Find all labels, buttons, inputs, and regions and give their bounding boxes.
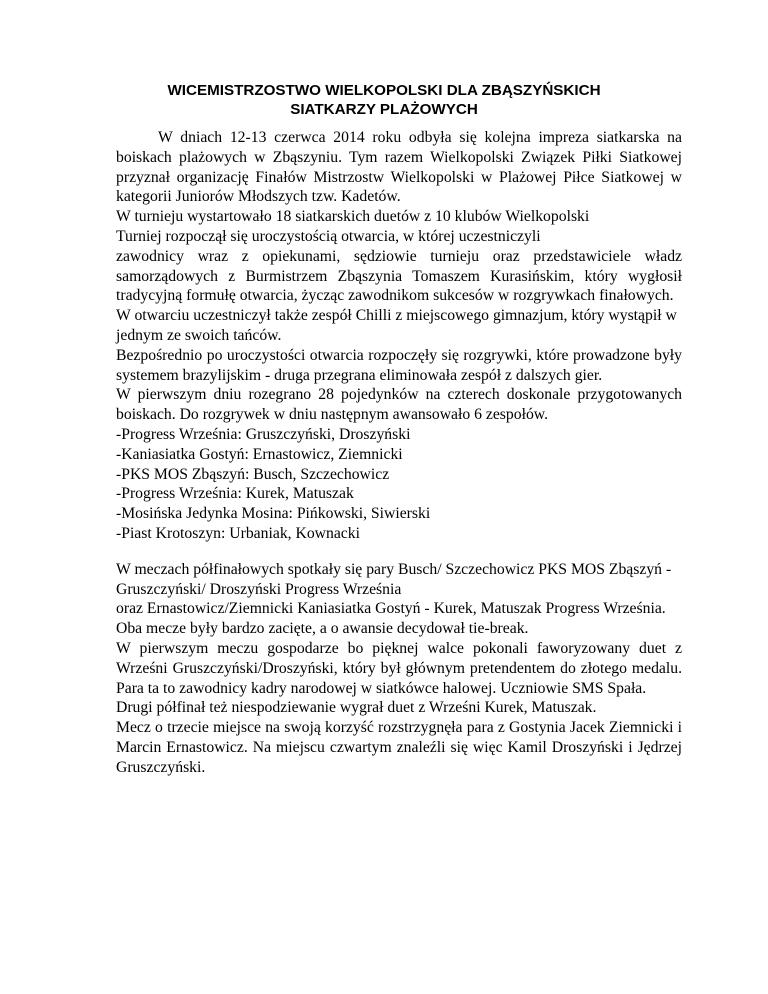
document-title-line-2: SIATKARZY PLAŻOWYCH — [290, 101, 478, 118]
paragraph-first-semifinal: W pierwszym meczu gospodarze bo pięknej walce pokonali faworyzowany duet z Wrześni Gruszczyński/Droszyński, który był głównym pretendentem do złotego medalu. Para ta to zawodnicy kadry narodowej w siatkówce halowej. Uczniowie SMS Spała. — [116, 639, 682, 697]
list-item: -Kaniasiatka Gostyń: Ernastowicz, Ziemnicki — [116, 445, 403, 463]
list-item: -PKS MOS Zbąszyń: Busch, Szczechowicz — [116, 465, 390, 483]
document-body — [116, 124, 682, 778]
list-item: -Progress Września: Gruszczyński, Droszyński — [116, 425, 411, 443]
paragraph-first-day: W pierwszym dniu rozegrano 28 pojedynków na czterech doskonale przygotowanych boiskach. Do rozgrywek w dniu następnym awansowało 6 zespołów. — [116, 386, 682, 424]
paragraph-semifinal-pairs: oraz Ernastowicz/Ziemnicki Kaniasiatka Gostyń - Kurek, Matuszak Progress Września. — [116, 600, 666, 618]
paragraph-semifinals: W meczach półfinałowych spotkały się pary Busch/ Szczechowicz PKS MOS Zbąszyń - Gruszczyński/ Droszyński Progress Września — [116, 560, 672, 598]
list-item: -Progress Września: Kurek, Matuszak — [116, 485, 354, 503]
document-title-line-1: WICEMISTRZOSTWO WIELKOPOLSKI DLA ZBĄSZYŃSKICH — [167, 82, 601, 99]
paragraph-opening-cont: zawodnicy wraz z opiekunami, sędziowie turnieju oraz przedstawiciele władz samorządowych z Burmistrzem Zbąszynia Tomaszem Kurasińskim, który wygłosił tradycyjną formułę otwarcia, życząc zawodnikom sukcesów w rozgrywkach finałowych. — [116, 247, 682, 305]
paragraph-system: Bezpośrednio po uroczystości otwarcia rozpoczęły się rozgrywki, które prowadzone były systemem brazylijskim - druga przegrana eliminowała zespół z dalszych gier. — [116, 346, 682, 384]
paragraph-third-place: Mecz o trzecie miejsce na swoją korzyść rozstrzygnęła para z Gostynia Jacek Ziemnicki i Marcin Ernastowicz. Na miejscu czwartym znaleźli się więc Kamil Droszyński i Jędrzej Gruszczyński. — [116, 719, 682, 776]
paragraph-opening-start: Turniej rozpoczął się uroczystością otwarcia, w której uczestniczyli — [116, 227, 541, 245]
paragraph-chilli: W otwarciu uczestniczył także zespół Chilli z miejscowego gimnazjum, który wystąpił w jednym ze swoich tańców. — [116, 307, 677, 344]
paragraph-participants: W turnieju wystartowało 18 siatkarskich duetów z 10 klubów Wielkopolski — [116, 208, 590, 226]
paragraph-intro: W dniach 12-13 czerwca 2014 roku odbyła się kolejna impreza siatkarska na boiskach plażowych w Zbąszyniu. Tym razem Wielkopolski Związek Piłki Siatkowej przyznał organizację Finałów Mistrzostw Wielkopolski w Plażowej Piłce Siatkowej w kategorii Juniorów Młodszych tzw. Kadetów. — [116, 129, 682, 206]
list-item: -Piast Krotoszyn: Urbaniak, Kownacki — [116, 524, 360, 542]
paragraph-tie-break: Oba mecze były bardzo zacięte, a o awansie decydował tie-break. — [116, 620, 529, 638]
paragraph-second-semifinal: Drugi półfinał też niespodziewanie wygrał duet z Wrześni Kurek, Matuszak. — [116, 699, 597, 717]
list-item: -Mosińska Jedynka Mosina: Pińkowski, Siwierski — [116, 505, 431, 523]
team-list — [116, 425, 682, 544]
